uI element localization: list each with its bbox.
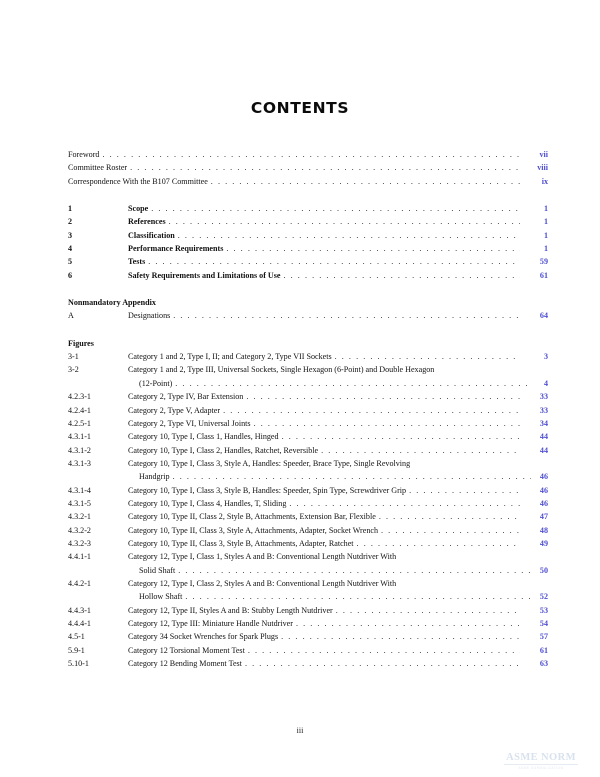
figure-number: 4.2.4-1: [68, 405, 91, 415]
figure-label: Category 12 Bending Moment Test: [128, 659, 242, 669]
section-page: 61: [539, 270, 548, 280]
leader-dots: [127, 161, 520, 174]
toc-entry-section-3[interactable]: [68, 229, 548, 242]
leader-dots: [223, 242, 520, 255]
spacer: [68, 323, 548, 337]
figure-number: 4.3.2-1: [68, 512, 91, 522]
figure-page: 53: [539, 605, 548, 615]
figure-number: 4.4.4-1: [68, 619, 91, 628]
figure-entry[interactable]: [68, 644, 548, 657]
figure-label-cont: Solid Shaft: [139, 565, 176, 575]
appendix-label: Designations: [128, 311, 171, 321]
figure-entry[interactable]: [68, 510, 548, 523]
figure-label: Category 2, Type V, Adapter: [128, 405, 221, 415]
figure-entry[interactable]: [68, 430, 548, 443]
figure-page: 47: [539, 512, 548, 522]
figure-entry[interactable]: [68, 550, 548, 577]
figure-label: Category 12, Type III: Miniature Handle Nutdriver: [128, 619, 293, 628]
figure-entry[interactable]: [68, 630, 548, 643]
figure-label: Category 2, Type IV, Bar Extension: [128, 392, 244, 402]
leader-dots: [406, 484, 520, 497]
figure-page: 3: [543, 352, 548, 362]
figure-label: Category 10, Type I, Class 1, Handles, Hinged: [128, 432, 279, 442]
figure-page: 63: [539, 659, 548, 669]
figures-heading: Figures: [68, 338, 94, 348]
leader-dots: [279, 430, 520, 443]
figure-entry[interactable]: [68, 604, 548, 617]
figure-page: 57: [539, 632, 548, 642]
toc-entry-section-6[interactable]: [68, 269, 548, 282]
figure-entry[interactable]: [68, 497, 548, 510]
toc-entry-appendix-a[interactable]: [68, 309, 548, 322]
section-number: 2: [68, 217, 73, 227]
leader-dots: [278, 630, 520, 643]
toc-entry-section-5[interactable]: [68, 255, 548, 268]
toc-entry-section-4[interactable]: [68, 242, 548, 255]
leader-dots: [175, 564, 531, 577]
section-number: 3: [68, 230, 73, 240]
figure-page: 50: [539, 565, 548, 575]
leader-dots: [332, 350, 520, 363]
leader-dots: [99, 148, 520, 161]
figure-number: 4.2.3-1: [68, 392, 91, 402]
figure-page: 48: [539, 525, 548, 535]
figure-number: 4.2.5-1: [68, 418, 91, 428]
figure-label: Category 12, Type I, Class 1, Styles A and B: Conventional Length Nutdriver With: [128, 552, 397, 562]
figure-number: 3-1: [68, 352, 79, 362]
spacer: [68, 188, 548, 202]
leader-dots: [286, 497, 520, 510]
figure-entry[interactable]: [68, 363, 548, 390]
toc-entry-label: Committee Roster: [68, 163, 128, 173]
appendix-group: [68, 296, 548, 323]
figure-page: 44: [539, 445, 548, 455]
leader-dots: [170, 309, 520, 322]
section-page: 1: [543, 204, 548, 214]
figure-label: Category 2, Type VI, Universal Joints: [128, 418, 251, 428]
figure-number: 4.4.2-1: [68, 578, 91, 588]
section-label: Scope: [128, 204, 149, 214]
toc-entry-section-1[interactable]: [68, 202, 548, 215]
table-of-contents: [68, 148, 548, 670]
leader-dots: [208, 175, 520, 188]
figure-entry[interactable]: [68, 657, 548, 670]
section-label: Classification: [128, 230, 175, 240]
figure-entry[interactable]: [68, 444, 548, 457]
leader-dots: [148, 202, 520, 215]
watermark-subtitle: ASME NORMALIZATION: [518, 765, 564, 770]
leader-dots: [220, 404, 520, 417]
figure-label: Category 10, Type II, Class 2, Style B, Attachments, Extension Bar, Flexible: [128, 512, 376, 522]
figure-number: 4.3.1-4: [68, 485, 91, 495]
figure-number: 3-2: [68, 365, 79, 375]
figures-group: [68, 337, 548, 671]
section-number: 1: [68, 204, 73, 214]
figure-page: 52: [539, 592, 548, 602]
section-label: References: [128, 217, 166, 227]
section-number: 6: [68, 270, 73, 280]
figure-number: 4.3.1-3: [68, 458, 91, 468]
toc-entry-foreword[interactable]: [68, 148, 548, 161]
section-label: Tests: [128, 257, 146, 267]
leader-dots: [182, 590, 531, 603]
figure-label: Category 10, Type I, Class 2, Handles, Ratchet, Reversible: [128, 445, 319, 455]
sections-group: [68, 202, 548, 282]
toc-entry-page: vii: [539, 150, 548, 159]
section-label: Performance Requirements: [128, 244, 224, 254]
appendix-number: A: [68, 311, 74, 321]
figure-label: Category 12, Type I, Class 2, Styles A and B: Conventional Length Nutdriver With: [128, 578, 397, 588]
leader-dots: [293, 617, 520, 630]
toc-entry-page: ix: [541, 176, 548, 186]
asme-norm-watermark: [498, 752, 584, 771]
leader-dots: [145, 255, 520, 268]
appendix-heading: Nonmandatory Appendix: [68, 298, 156, 308]
leader-dots: [243, 390, 520, 403]
figure-number: 4.3.2-3: [68, 538, 91, 548]
leader-dots: [251, 417, 520, 430]
figure-label: Category 10, Type I, Class 3, Style B, Handles: Speeder, Spin Type, Screwdriver Grip: [128, 485, 407, 495]
figure-entry[interactable]: [68, 404, 548, 417]
figure-label: Category 10, Type I, Class 3, Style A, Handles: Speeder, Brace Type, Single Revolving: [128, 458, 411, 468]
figure-entry[interactable]: [68, 524, 548, 537]
figure-number: 4.3.1-2: [68, 445, 91, 455]
leader-dots: [245, 644, 520, 657]
section-number: 5: [68, 257, 73, 267]
figure-entry[interactable]: [68, 457, 548, 484]
figure-label-cont: (12-Point): [139, 378, 173, 388]
leader-dots: [318, 444, 520, 457]
figure-entry[interactable]: [68, 617, 548, 630]
figure-number: 4.3.2-2: [68, 525, 91, 535]
figure-label: Category 1 and 2, Type I, II; and Category 2, Type VII Sockets: [128, 352, 332, 362]
page-title: CONTENTS: [250, 99, 350, 117]
figure-entry[interactable]: [68, 537, 548, 550]
toc-entry-label: Correspondence With the B107 Committee: [68, 176, 208, 186]
figure-label: Category 1 and 2, Type III, Universal Sockets, Single Hexagon (6-Point) and Double Hexagon: [128, 365, 435, 375]
figure-number: 4.5-1: [68, 632, 85, 642]
section-page: 59: [539, 257, 548, 267]
figure-page: 34: [539, 418, 548, 428]
section-page: 1: [543, 217, 548, 227]
leader-dots: [333, 604, 520, 617]
figure-page: 54: [539, 619, 548, 628]
figure-page: 61: [539, 645, 548, 655]
figure-page: 4: [543, 378, 548, 388]
figure-label: Category 12 Torsional Moment Test: [128, 645, 245, 655]
leader-dots: [378, 524, 520, 537]
toc-entry-committee-roster[interactable]: [68, 161, 548, 174]
appendix-page: 64: [539, 311, 548, 321]
figure-label: Category 10, Type I, Class 4, Handles, T, Sliding: [128, 498, 287, 508]
figure-number: 4.3.1-5: [68, 498, 91, 508]
figure-label-cont: Handgrip: [139, 472, 170, 482]
toc-entry-correspondence[interactable]: [68, 175, 548, 188]
figure-number: 4.4.1-1: [68, 552, 91, 562]
leader-dots: [376, 510, 520, 523]
section-page: 1: [543, 230, 548, 240]
watermark-rule: [504, 764, 578, 765]
figure-entry[interactable]: [68, 577, 548, 604]
leader-dots: [281, 269, 520, 282]
figure-label: Category 10, Type II, Class 3, Style B, Attachments, Adapter, Ratchet: [128, 538, 354, 548]
toc-entry-section-2[interactable]: [68, 215, 548, 228]
leader-dots: [170, 470, 531, 483]
figure-page: 33: [539, 405, 548, 415]
figure-entry[interactable]: [68, 484, 548, 497]
figure-entry[interactable]: [68, 390, 548, 403]
figure-entry[interactable]: [68, 350, 548, 363]
leader-dots: [175, 229, 520, 242]
toc-entry-page: viii: [537, 163, 548, 173]
figure-page: 46: [539, 472, 548, 482]
section-page: 1: [543, 244, 548, 254]
page-folio: iii: [296, 726, 304, 735]
figure-number: 4.3.1-1: [68, 432, 91, 442]
leader-dots: [166, 215, 520, 228]
figure-label: Category 12, Type II, Styles A and B: Stubby Length Nutdriver: [128, 605, 333, 615]
figure-number: 5.10-1: [68, 659, 89, 669]
figure-page: 46: [539, 485, 548, 495]
figure-label: Category 34 Socket Wrenches for Spark Plugs: [128, 632, 279, 642]
figure-number: 4.4.3-1: [68, 605, 91, 615]
figure-page: 49: [539, 538, 548, 548]
figure-page: 33: [539, 392, 548, 402]
figure-page: 44: [539, 432, 548, 442]
front-matter-group: [68, 148, 548, 188]
section-number: 4: [68, 244, 73, 254]
leader-dots: [172, 377, 531, 390]
figure-label: Category 10, Type II, Class 3, Style A, Attachments, Adapter, Socket Wrench: [128, 525, 379, 535]
watermark-title: ASME NORM: [506, 752, 576, 763]
figure-entry[interactable]: [68, 417, 548, 430]
leader-dots: [242, 657, 520, 670]
figure-label-cont: Hollow Shaft: [139, 592, 183, 602]
section-label: Safety Requirements and Limitations of Use: [128, 270, 281, 280]
spacer: [68, 282, 548, 296]
leader-dots: [354, 537, 520, 550]
figure-page: 46: [539, 498, 548, 508]
toc-entry-label: Foreword: [68, 150, 100, 159]
figure-number: 5.9-1: [68, 645, 85, 655]
